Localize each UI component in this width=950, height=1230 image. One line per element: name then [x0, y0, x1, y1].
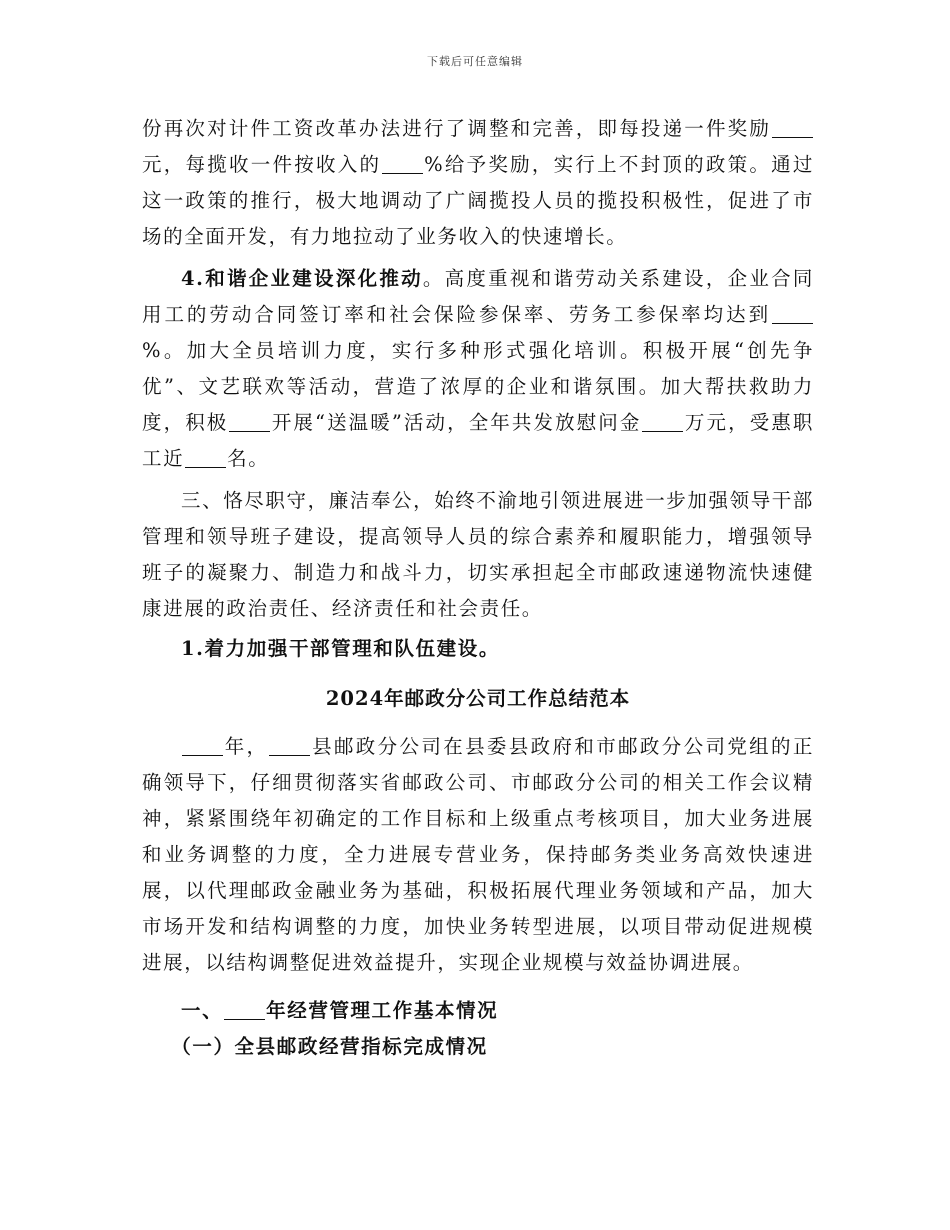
heading-section-one [142, 993, 814, 1029]
heading-subsection-one: （一）全县邮政经营指标完成情况 [171, 1035, 488, 1058]
blank-field [772, 303, 813, 324]
blank-field [229, 411, 270, 432]
blank-field [382, 153, 423, 174]
paragraph-text: 。高度重视和谐劳动关系建设，企业合同用工的劳动合同签订率和社会保险参保率、劳务工参保率均达到 [142, 267, 814, 326]
paragraph-piecework-reform [142, 111, 814, 255]
blank-field [224, 999, 265, 1020]
paragraph-text: 份再次对计件工资改革办法进行了调整和完善，即每投递一件奖励 [142, 117, 772, 140]
paragraph-leadership: 三、恪尽职守，廉洁奉公，始终不渝地引领进展进一步加强领导干部管理和领导班子建设，提高领导人员的综合素养和履职能力，增强领导班子的凝聚力、制造力和战斗力，切实承担起全市邮政速递物流快速健康进展的政治责任、经济责任和社会责任。 [142, 489, 815, 620]
blank-field [772, 117, 813, 138]
heading-cadre-management: 1.着力加强干部管理和队伍建设。 [181, 637, 500, 660]
paragraph-harmonious-enterprise [142, 261, 814, 477]
paragraph-text: 县邮政分公司在县委县政府和市邮政分公司党组的正确领导下，仔细贯彻落实省邮政公司、市邮政分公司的相关工作会议精神，紧紧围绕年初确定的工作目标和上级重点考核项目，加大业务进展和业务调整的力度，全力进展专营业务，保持邮务类业务高效快速进展，以代理邮政金融业务为基础，积极拓展代理业务领域和产品，加大市场开发和结构调整的力度，加快业务转型进展，以项目带动促进规模进展，以结构调整促进效益提升，实现企业规模与效益协调进展。 [142, 735, 814, 974]
page-header-watermark: 下载后可任意编辑 [427, 55, 523, 68]
blank-field [182, 735, 223, 756]
paragraph-text: 元，每揽收一件按收入的 [142, 153, 382, 176]
paragraph-text: 名。 [227, 447, 270, 470]
blank-field [269, 735, 310, 756]
inline-heading: 4.和谐企业建设深化推动 [181, 267, 423, 290]
document-title: 2024年邮政分公司工作总结范本 [325, 687, 631, 710]
heading-text: 一、 [181, 999, 224, 1022]
paragraph-text: %。加大全员培训力度，实行多种形式强化培训。积极开展“创先争优”、文艺联欢等活动，营造了浓厚的企业和谐氛围。加大帮扶救助力度，积极 [142, 339, 814, 434]
paragraph-text: 万元，受惠职工近 [142, 411, 814, 470]
document-body [142, 111, 814, 1065]
paragraph-text: 开展“送温暖”活动，全年共发放慰问金 [271, 411, 642, 434]
paragraph-text: %给予奖励，实行上不封顶的政策。通过这一政策的推行，极大地调动了广阔揽投人员的揽投积极性，促进了市场的全面开发，有力地拉动了业务收入的快速增长。 [142, 153, 814, 248]
paragraph-text: 年， [223, 735, 269, 758]
blank-field [642, 411, 683, 432]
heading-text: 年经营管理工作基本情况 [266, 999, 499, 1022]
paragraph-intro [142, 729, 814, 981]
blank-field [185, 447, 226, 468]
